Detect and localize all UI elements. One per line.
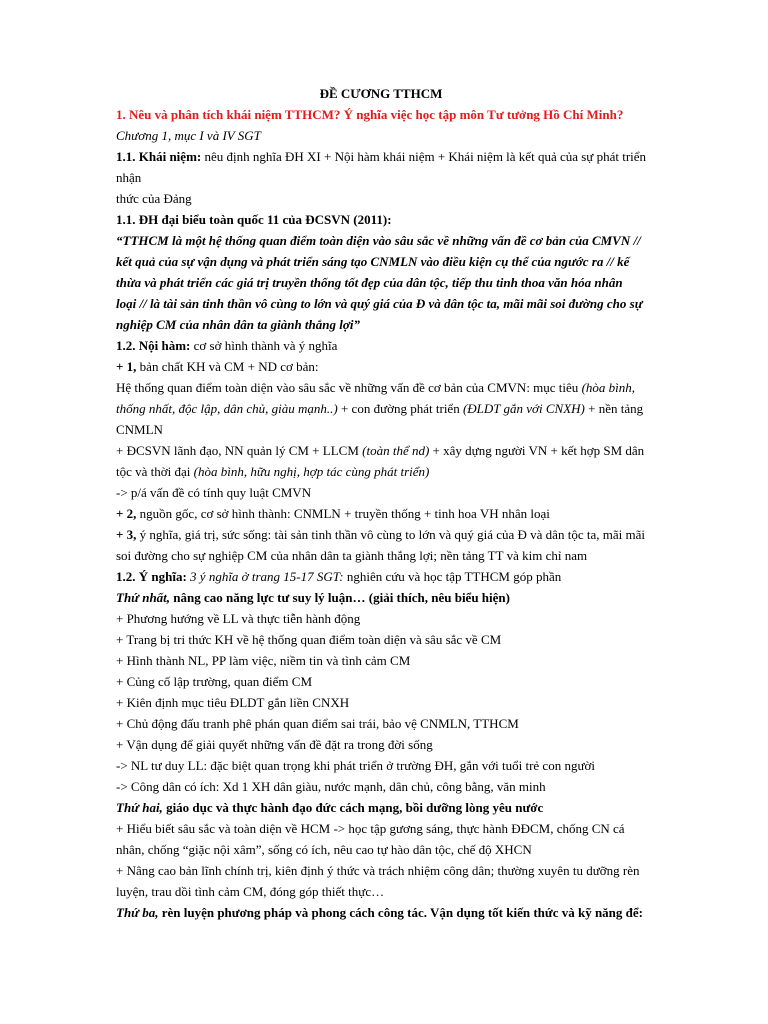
- italic-text: 3 ý nghĩa ở trang 15-17 SGT:: [186, 569, 344, 584]
- list-item: + Trang bị tri thức KH về hệ thống quan điểm toàn diện và sâu sắc về CM: [116, 632, 502, 647]
- list-item: nhân, chống “giặc nội xâm”, sống có ích, nêu cao tự hào dân tộc, chế độ XHCN: [116, 842, 532, 857]
- first-meaning-heading: [116, 587, 646, 608]
- section-1-2-meaning: [116, 566, 646, 587]
- list-item: + Kiên định mục tiêu ĐLDT gắn liền CNXH: [116, 695, 350, 710]
- point-1-line: [116, 440, 646, 461]
- point-1-conclusion: -> p/á vấn đề có tính quy luật CMVN: [116, 485, 312, 500]
- section-1-1-cont: nhận: [116, 170, 142, 185]
- lead: Thứ nhất,: [116, 590, 171, 605]
- italic-text: (ĐLDT gắn với CNXH): [462, 401, 585, 416]
- point-label: + 1,: [116, 359, 137, 374]
- section-label: 1.2. Nội hàm:: [116, 338, 191, 353]
- point-1: [116, 356, 646, 377]
- list-item: + Nâng cao bản lĩnh chính trị, kiên định ý thức và trách nhiệm công dân; thường xuyên tu dưỡng rèn: [116, 863, 640, 878]
- italic-text: (hòa bình, hữu nghị, hợp tác cùng phát triển): [193, 464, 430, 479]
- text: tộc và thời đại: [116, 464, 194, 479]
- point-3: [116, 524, 646, 545]
- text: + con đường phát triển: [337, 401, 463, 416]
- heading-text: rèn luyện phương pháp và phong cách công tác. Vận dụng tốt kiến thức và kỹ năng để:: [158, 905, 643, 920]
- definition-quote-line: thừa và phát triển các giá trị truyền thống tốt đẹp của dân tộc, tiếp thu tinh thoa văn hóa nhân: [116, 275, 623, 290]
- chapter-reference: Chương 1, mục I và IV SGT: [116, 128, 261, 143]
- text: Hệ thống quan điểm toàn diện vào sâu sắc về những vấn đề cơ bản của CMVN: mục tiêu: [116, 380, 582, 395]
- lead: Thứ hai,: [116, 800, 163, 815]
- point-3-line: soi đường cho sự nghiệp CM của nhân dân ta giành thắng lợi; nền tảng TT và kim chỉ nam: [116, 548, 588, 563]
- definition-quote-line: loại // là tài sản tinh thần vô cùng to lớn và quý giá của Đ và dân tộc ta, mãi mãi soi đường cho sự: [116, 296, 643, 311]
- section-1-1-concept: [116, 146, 646, 167]
- list-item: + Phương hướng về LL và thực tiễn hành động: [116, 611, 361, 626]
- point-text: ý nghĩa, giá trị, sức sống: tài sản tinh thần vô cùng to lớn và quý giá của Đ và dân tộc ta, mãi mãi: [136, 527, 645, 542]
- third-meaning-heading: [116, 902, 646, 923]
- point-1-line: [116, 377, 646, 398]
- section-1-1-congress-heading: 1.1. ĐH đại biểu toàn quốc 11 của ĐCSVN (2011):: [116, 212, 392, 227]
- text: + ĐCSVN lãnh đạo, NN quản lý CM + LLCM: [116, 443, 363, 458]
- section-label: 1.1. Khái niệm:: [116, 149, 202, 164]
- section-1-1-cont: thức của Đảng: [116, 191, 192, 206]
- definition-quote-line: “TTHCM là một hệ thống quan điểm toàn diện vào sâu sắc về những vấn đề cơ bản của CMVN //: [116, 233, 641, 248]
- list-item: -> NL tư duy LL: đặc biệt quan trọng khi phát triển ở trường ĐH, gắn với tuổi trẻ con người: [116, 758, 595, 773]
- point-label: + 2,: [116, 506, 137, 521]
- point-text: nguồn gốc, cơ sở hình thành: CNMLN + truyền thống + tinh hoa VH nhân loại: [136, 506, 550, 521]
- italic-text: (hòa bình,: [581, 380, 636, 395]
- point-1-line: [116, 461, 646, 482]
- point-1-line: CNMLN: [116, 422, 163, 437]
- point-text: bản chất KH và CM + ND cơ bản:: [136, 359, 319, 374]
- second-meaning-heading: [116, 797, 646, 818]
- list-item: + Hình thành NL, PP làm việc, niềm tin và tình cảm CM: [116, 653, 411, 668]
- point-1-line: [116, 398, 646, 419]
- list-item: + Chủ động đấu tranh phê phán quan điểm sai trái, bảo vệ CNMLN, TTHCM: [116, 716, 519, 731]
- lead: Thứ ba,: [116, 905, 159, 920]
- text: + nền tảng: [584, 401, 644, 416]
- question-1-heading: 1. Nêu và phân tích khái niệm TTHCM? Ý nghĩa việc học tập môn Tư tưởng Hồ Chí Minh?: [116, 107, 624, 122]
- list-item: + Vận dụng để giải quyết những vấn đề đặt ra trong đời sống: [116, 737, 433, 752]
- point-2: [116, 503, 646, 524]
- heading-text: nâng cao năng lực tư suy lý luận… (giải thích, nêu biểu hiện): [170, 590, 510, 605]
- definition-quote-line: nghiệp CM của nhân dân ta giành thắng lợi”: [116, 317, 360, 332]
- italic-text: (toàn thể nd): [362, 443, 430, 458]
- section-label: 1.2. Ý nghĩa:: [116, 569, 187, 584]
- italic-text: thống nhất, độc lập, dân chủ, giàu mạnh..): [116, 401, 338, 416]
- text: + xây dựng người VN + kết hợp SM dân: [429, 443, 645, 458]
- document-title: ĐỀ CƯƠNG TTHCM: [319, 86, 443, 101]
- list-item: + Củng cố lập trường, quan điểm CM: [116, 674, 313, 689]
- point-label: + 3,: [116, 527, 137, 542]
- document-body: [116, 83, 646, 923]
- definition-quote-line: kết quả của sự vận dụng và phát triển sáng tạo CNMLN vào điều kiện cụ thể của ngước ra // kế: [116, 254, 630, 269]
- section-1-2-content: [116, 335, 646, 356]
- section-text: nghiên cứu và học tập TTHCM góp phần: [343, 569, 562, 584]
- list-item: luyện, trau dồi tình cảm CM, đóng góp thiết thực…: [116, 884, 385, 899]
- section-text: nêu định nghĩa ĐH XI + Nội hàm khái niệm + Khái niệm là kết quả của sự phát triển: [201, 149, 647, 164]
- section-text: cơ sở hình thành và ý nghĩa: [190, 338, 338, 353]
- heading-text: giáo dục và thực hành đạo đức cách mạng, bồi dưỡng lòng yêu nước: [162, 800, 544, 815]
- list-item: -> Công dân có ích: Xd 1 XH dân giàu, nước mạnh, dân chủ, công bằng, văn minh: [116, 779, 546, 794]
- list-item: + Hiểu biết sâu sắc và toàn diện về HCM -> học tập gương sáng, thực hành ĐĐCM, chống CN cá: [116, 821, 625, 836]
